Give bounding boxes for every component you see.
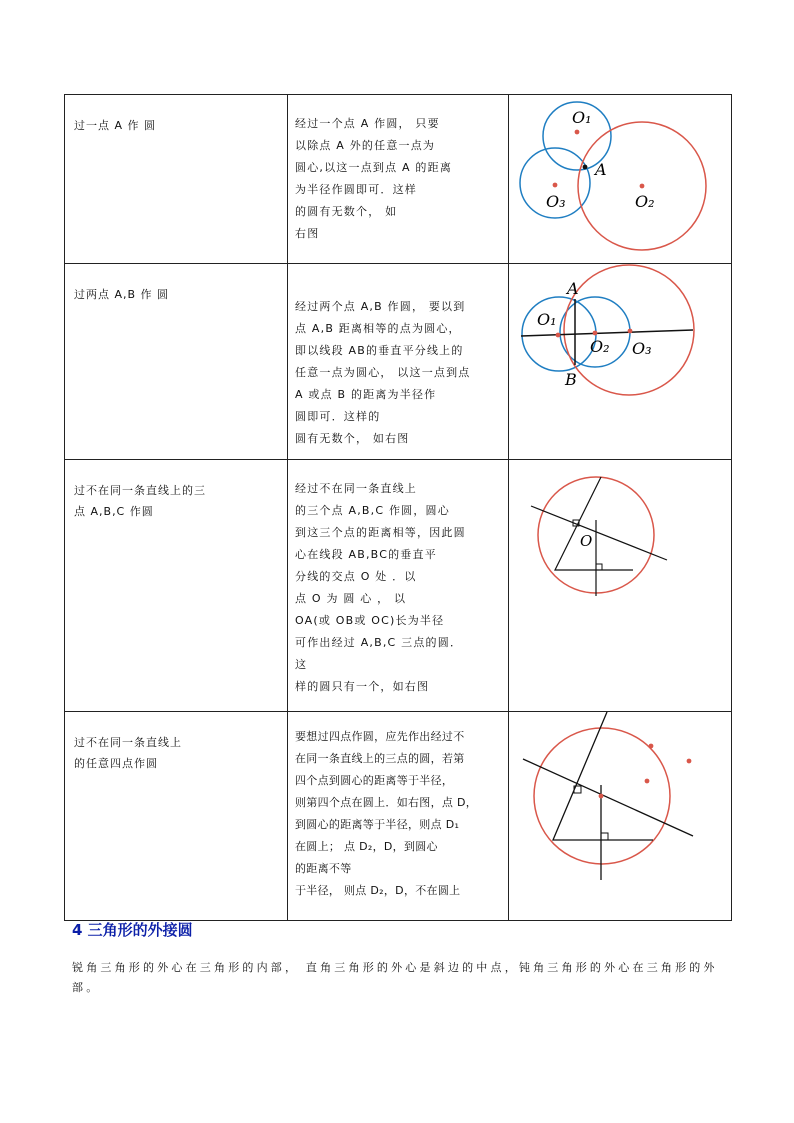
condition-text: 过不在同一条直线上 的任意四点作圆 bbox=[74, 736, 182, 770]
center-o3 bbox=[553, 183, 558, 188]
label-o1: O₁ bbox=[537, 310, 557, 329]
point-d1 bbox=[649, 744, 654, 749]
center-o2 bbox=[640, 184, 645, 189]
center-o3 bbox=[628, 329, 633, 334]
description-cell bbox=[288, 264, 509, 460]
perpendicular-bisector bbox=[521, 330, 693, 336]
circle-construction-table bbox=[64, 94, 732, 921]
description-text: 经过两个点 A,B 作圆， 要以到 点 A,B 距离相等的点为圆心， 即以线段 AB的垂直平分线上的 任意一点为圆心， 以这一点到点 A 或点 B 的距离为半径作 圆即可．这样的 圆有无数个， 如右图 bbox=[295, 300, 471, 445]
table-row bbox=[65, 460, 732, 712]
condition-text: 过两点 A,B 作 圆 bbox=[74, 288, 170, 301]
point-d bbox=[687, 759, 692, 764]
condition-cell bbox=[65, 460, 288, 712]
center-o2 bbox=[593, 331, 598, 336]
section-heading: 4 三角形的外接圆 bbox=[72, 921, 193, 939]
description-text: 经过不在同一条直线上 的三个点 A,B,C 作圆，圆心 到这三个点的距离相等，因此圆 心在线段 AB,BC的垂直平 分线的交点 O 处 ．以 点 O 为 圆 心 ， 以 OA(或 OB或 OC)长为半径 可作出经过 A,B,C 三点的圆． 这 样的圆只有一个，如右图 bbox=[295, 482, 466, 693]
label-o2: O₂ bbox=[635, 192, 655, 211]
label-b: B bbox=[565, 370, 577, 389]
point-a bbox=[583, 165, 588, 170]
right-angle-mark bbox=[601, 833, 608, 840]
description-text: 要想过四点作圆，应先作出经过不 在同一条直线上的三点的圆，若第 四个点到圆心的距离等于半径， 则第四个点在圆上．如右图，点 D， 到圆心的距离等于半径，则点 D₁ 在圆上； 点 D₂，D，到圆心 的距离不等 于半径， 则点 D₂，D，不在圆上 bbox=[295, 730, 478, 897]
two-point-circles-figure bbox=[509, 264, 731, 459]
description-cell bbox=[288, 460, 509, 712]
center-o1 bbox=[575, 130, 580, 135]
figure-cell bbox=[509, 264, 732, 460]
figure-cell bbox=[509, 95, 732, 264]
condition-cell bbox=[65, 712, 288, 921]
one-point-circles-figure bbox=[509, 95, 731, 263]
triangle-abc bbox=[555, 477, 633, 570]
triangle-abc bbox=[553, 712, 653, 840]
table-row bbox=[65, 95, 732, 264]
three-point-circle-figure bbox=[509, 460, 731, 711]
description-cell bbox=[288, 712, 509, 921]
bisector-ab bbox=[531, 506, 667, 560]
center-o bbox=[599, 794, 604, 799]
figure-cell bbox=[509, 712, 732, 921]
condition-cell bbox=[65, 95, 288, 264]
table-row bbox=[65, 712, 732, 921]
label-o3: O₃ bbox=[546, 192, 566, 211]
section-text: 锐角三角形的外心在三角形的内部， 直角三角形的外心是斜边的中点，钝角三角形的外心在三角形的外部。 bbox=[72, 961, 718, 994]
right-angle-mark bbox=[596, 564, 602, 570]
label-o3: O₃ bbox=[632, 339, 652, 358]
point-d2 bbox=[645, 779, 650, 784]
table-row bbox=[65, 264, 732, 460]
condition-cell bbox=[65, 264, 288, 460]
center-o1 bbox=[556, 333, 561, 338]
figure-cell bbox=[509, 460, 732, 712]
label-a: A bbox=[595, 160, 607, 179]
condition-text: 过一点 A 作 圆 bbox=[74, 119, 157, 132]
label-o: O bbox=[580, 532, 593, 550]
bisector-ab bbox=[523, 759, 693, 836]
four-point-circle-figure bbox=[509, 712, 731, 920]
description-text: 经过一个点 A 作圆， 只要 以除点 A 外的任意一点为 圆心,以这一点到点 A 的距离 为半径作圆即可．这样 的圆有无数个， 如 右图 bbox=[295, 117, 453, 240]
label-o2: O₂ bbox=[590, 337, 610, 356]
condition-text: 过不在同一条直线上的三 点 A,B,C 作圆 bbox=[74, 484, 206, 518]
label-a: A bbox=[567, 279, 579, 298]
description-cell bbox=[288, 95, 509, 264]
label-o1: O₁ bbox=[572, 108, 592, 127]
